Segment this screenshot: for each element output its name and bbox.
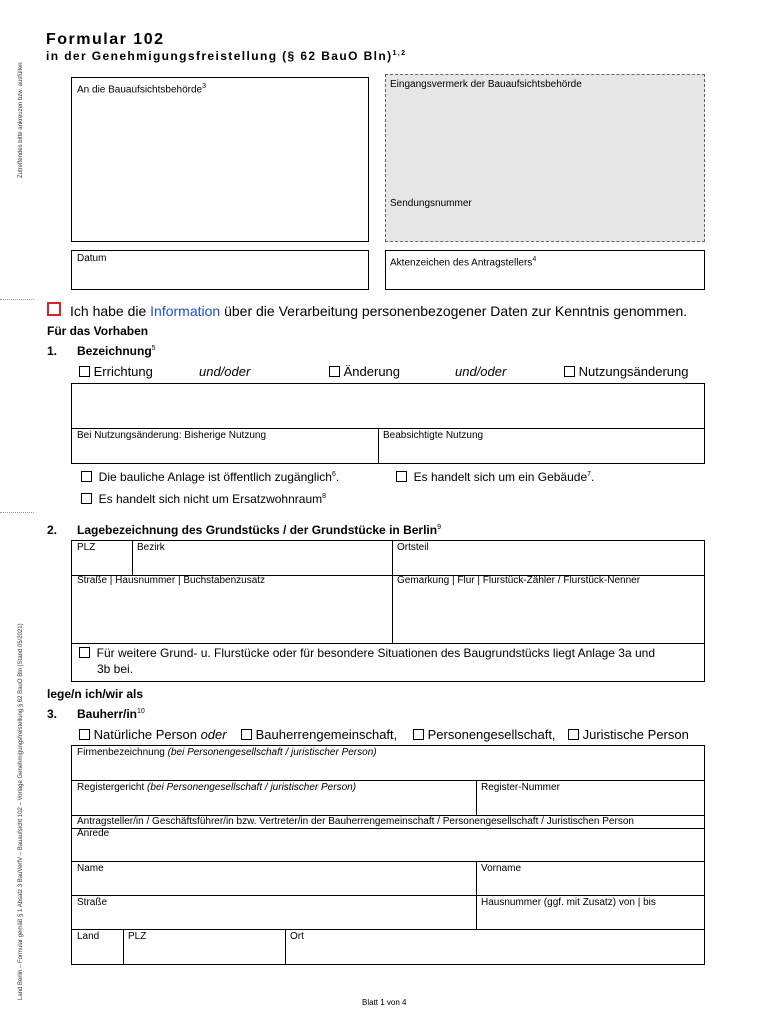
- divider: [71, 895, 705, 896]
- divider: [71, 643, 705, 644]
- date-label: Datum: [77, 253, 107, 264]
- option-building[interactable]: Es handelt sich um ein Gebäude$^7$.: [396, 470, 594, 484]
- fold-mark: [0, 299, 34, 300]
- divider: [71, 828, 705, 829]
- option-natural-person[interactable]: Natürliche Person oder: [79, 727, 227, 742]
- divider: [476, 861, 477, 929]
- bauherr-table: [71, 745, 705, 965]
- designation-field[interactable]: [71, 383, 705, 464]
- ort-label: Ort: [290, 931, 304, 942]
- court-label: Registergericht (bei Personengesellschaft / juristischer Person): [77, 782, 357, 793]
- divider: [378, 428, 379, 464]
- divider: [476, 780, 477, 815]
- lege-heading: lege/n ich/wir als: [47, 687, 144, 701]
- s1-title: Bezeichnung$^5$: [77, 344, 156, 358]
- option-aenderung[interactable]: Änderung: [329, 364, 400, 379]
- checkbox[interactable]: [396, 471, 407, 482]
- gemarkung-label: Gemarkung | Flur | Flurstück-Zähler / Flurstück-Nenner: [397, 575, 641, 586]
- divider: [123, 929, 124, 965]
- checkbox[interactable]: [241, 729, 252, 740]
- checkbox[interactable]: [568, 729, 579, 740]
- privacy-checkbox[interactable]: [47, 302, 61, 316]
- checkbox[interactable]: [413, 729, 424, 740]
- checkbox[interactable]: [79, 366, 90, 377]
- checkbox[interactable]: [564, 366, 575, 377]
- authority-label: An die Bauaufsichtsbehörde$^3$: [77, 83, 206, 96]
- plz-label: PLZ: [128, 931, 147, 942]
- name-label: Name: [77, 863, 104, 874]
- s3-number: 3.: [47, 707, 58, 721]
- planned-use-label: Beabsichtigte Nutzung: [383, 430, 484, 441]
- land-label: Land: [77, 931, 100, 942]
- ortsteil-label: Ortsteil: [397, 542, 429, 553]
- receipt-box: [385, 74, 705, 242]
- divider: [132, 540, 133, 575]
- reg-no-label: Register-Nummer: [481, 782, 560, 793]
- street-label: Straße | Hausnummer | Buchstabenzusatz: [77, 575, 266, 586]
- vorhaben-heading: Für das Vorhaben: [47, 324, 149, 338]
- side-note-top: Zutreffendes bitte ankreuzen bzw. ausfüllen: [18, 62, 24, 178]
- option-nutzungsaenderung[interactable]: Nutzungsänderung: [564, 364, 688, 379]
- form-title: Formular 102: [46, 31, 165, 48]
- form-subtitle: [46, 49, 406, 63]
- divider: [71, 861, 705, 862]
- privacy-text: Ich habe die Information über die Verarbeitung personenbezogener Daten zur Kenntnis genommen.: [70, 303, 688, 319]
- s2-title: Lagebezeichnung des Grundstücks / der Grundstücke in Berlin$^9$: [77, 523, 441, 537]
- street-label: Straße: [77, 897, 108, 908]
- bezirk-label: Bezirk: [137, 542, 165, 553]
- divider: [285, 929, 286, 965]
- checkbox[interactable]: [81, 471, 92, 482]
- option-gesellschaft[interactable]: Personengesellschaft,: [413, 727, 556, 742]
- checkbox[interactable]: [79, 647, 90, 658]
- checkbox[interactable]: [79, 729, 90, 740]
- representative-label: Antragsteller/in / Geschäftsführer/in bzw. Vertreter/in der Bauherrengemeinschaft / Personengesellschaft / Juristischen Person: [77, 816, 634, 827]
- divider: [71, 428, 705, 429]
- vorname-label: Vorname: [481, 863, 522, 874]
- page-number: Blatt 1 von 4: [362, 998, 407, 1007]
- anrede-label: Anrede: [77, 828, 110, 839]
- checkbox[interactable]: [329, 366, 340, 377]
- option-gemeinschaft[interactable]: Bauherrengemeinschaft,: [241, 727, 397, 742]
- prev-use-label: Bei Nutzungsänderung: Bisherige Nutzung: [77, 430, 267, 441]
- authority-box[interactable]: [71, 77, 369, 242]
- divider: [71, 780, 705, 781]
- s2-number: 2.: [47, 523, 58, 537]
- firm-label: Firmenbezeichnung (bei Personengesellschaft / juristischer Person): [77, 747, 377, 758]
- plz-label: PLZ: [77, 542, 96, 553]
- subtitle-sup: 1,2: [392, 50, 407, 57]
- side-note-bottom: Land Berlin – Formular gemäß § 1 Absatz 3 BauVerfV – Bauaufsicht 102 – Vorlage Genehmigungsfreistellung § 62 BauO Bln (Stand 05/2021): [18, 623, 24, 1000]
- option-no-replacement[interactable]: Es handelt sich nicht um Ersatzwohnraum$^8$: [81, 492, 326, 506]
- receipt-label: Eingangsvermerk der Bauaufsichtsbehörde: [390, 79, 582, 90]
- andor-2: und/oder: [455, 364, 507, 379]
- house-number-label: Hausnummer (ggf. mit Zusatz) von | bis: [481, 897, 656, 908]
- andor-1: und/oder: [199, 364, 251, 379]
- option-errichtung[interactable]: Errichtung: [79, 364, 153, 379]
- file-ref-label: Aktenzeichen des Antragstellers$^4$: [390, 256, 537, 269]
- option-further-plots[interactable]: Für weitere Grund- u. Flurstücke oder für besondere Situationen des Baugrundstücks liegt Anlage 3a und 3b bei.: [79, 645, 655, 677]
- checkbox[interactable]: [81, 493, 92, 504]
- s3-title: Bauherr/$in^{10}$: [77, 707, 145, 721]
- option-juristisch[interactable]: Juristische Person: [568, 727, 689, 742]
- privacy-info-link[interactable]: Information: [150, 303, 221, 319]
- option-public-access[interactable]: Die bauliche Anlage ist öffentlich zugänglich$^6$.: [81, 470, 339, 484]
- divider: [392, 540, 393, 643]
- shipment-label: Sendungsnummer: [390, 198, 472, 209]
- fold-mark: [0, 512, 34, 513]
- date-field[interactable]: [71, 250, 369, 290]
- s1-number: 1.: [47, 344, 58, 358]
- divider: [71, 929, 705, 930]
- subtitle-text: in der Genehmigungsfreistellung (§ 62 BauO Bln): [46, 49, 393, 63]
